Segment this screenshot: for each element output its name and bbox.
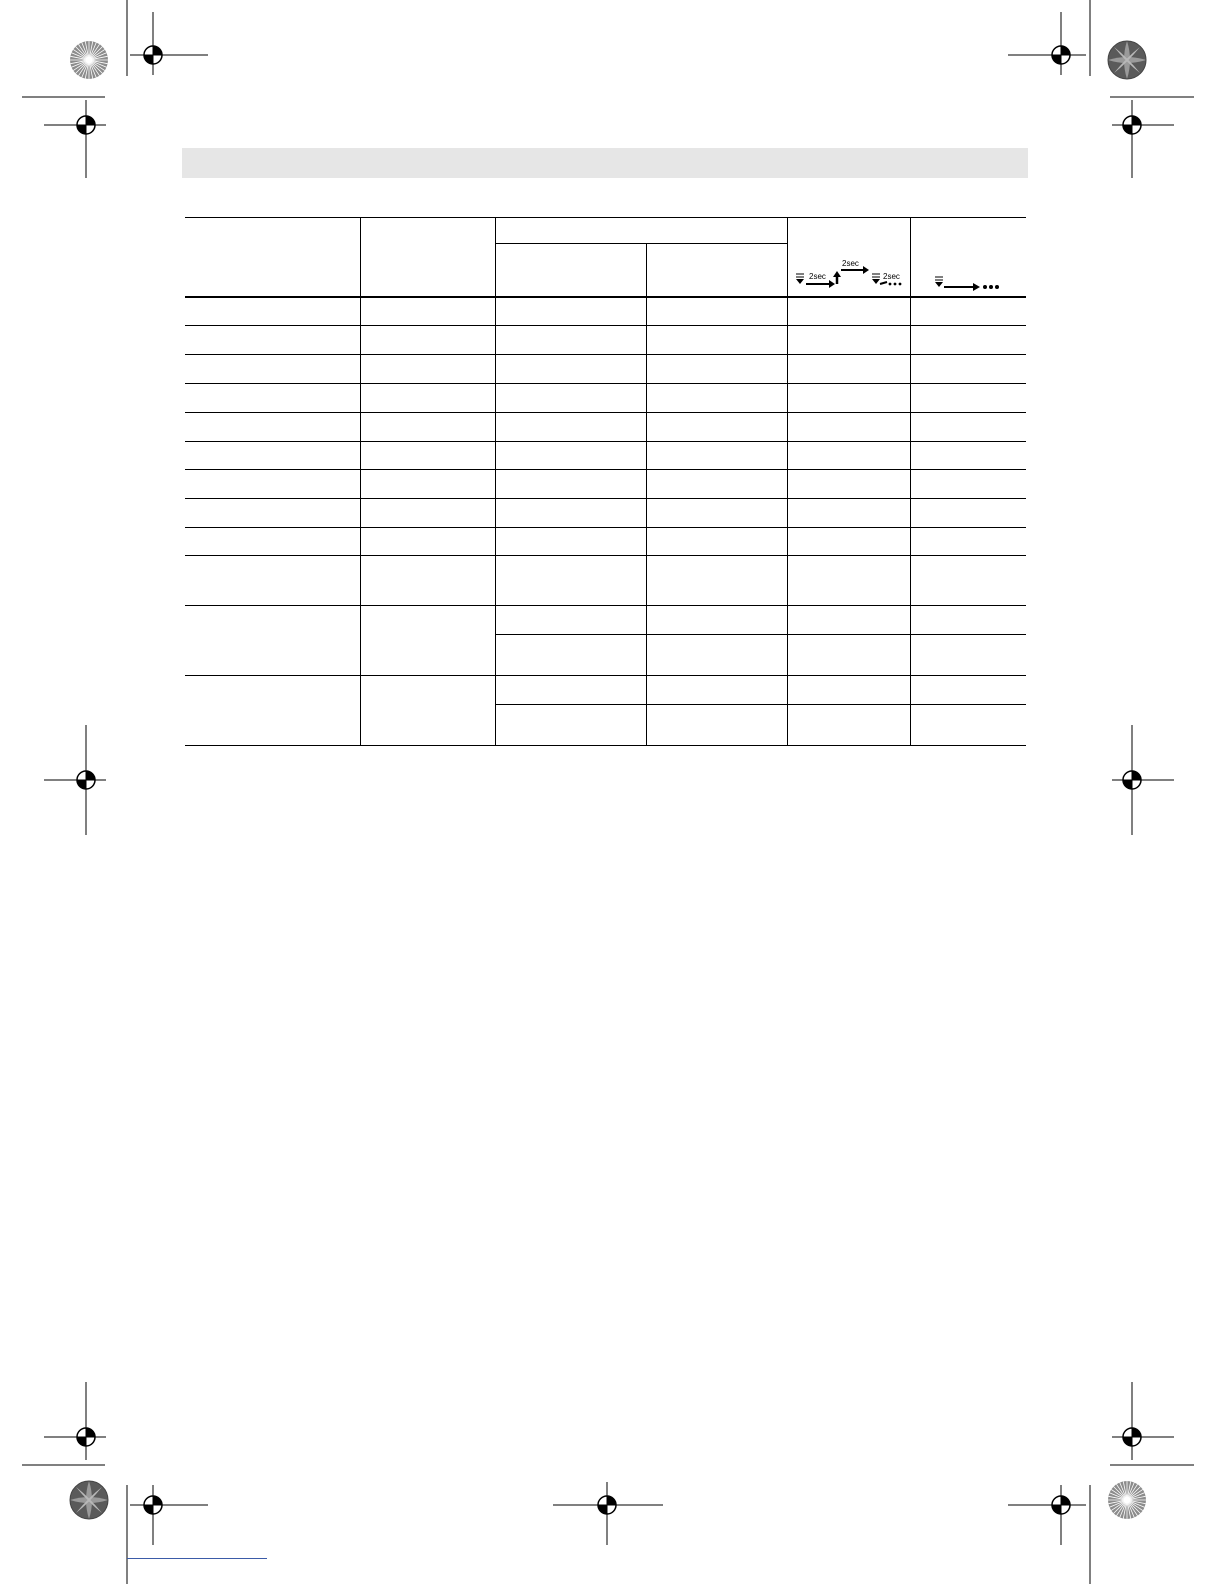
table-cell: [910, 297, 1026, 326]
table-cell: [646, 528, 787, 556]
table-cell: [910, 606, 1026, 635]
table-cell: [495, 705, 646, 746]
two-sec-label-right: 2sec: [882, 271, 900, 281]
table-cell: [495, 384, 646, 413]
table-cell: [495, 442, 646, 470]
table-row: [185, 355, 1026, 384]
table-cell: [910, 326, 1026, 355]
table-cell: [185, 470, 360, 499]
table-cell: [787, 413, 910, 442]
table-cell: [185, 384, 360, 413]
table-cell: [495, 470, 646, 499]
table-cell: [185, 528, 360, 556]
table-cell: [495, 499, 646, 528]
table-cell: [360, 470, 495, 499]
table-cell: [646, 442, 787, 470]
column-header-1: [185, 218, 360, 297]
table-cell: [910, 442, 1026, 470]
table-cell: [185, 326, 360, 355]
table-cell: [646, 499, 787, 528]
table-cell: [185, 606, 360, 676]
table-cell: [787, 499, 910, 528]
table-cell: [495, 556, 646, 606]
section-header-bar: [182, 148, 1028, 178]
table-cell: [185, 355, 360, 384]
bottom-blue-rule: [127, 1558, 267, 1559]
table-cell: [360, 355, 495, 384]
table-cell: [787, 355, 910, 384]
table-row: [185, 413, 1026, 442]
data-table: [185, 217, 1026, 746]
table-row: [185, 528, 1026, 556]
table-row: [185, 606, 1026, 635]
table-cell: [360, 606, 495, 676]
column-header-5: [787, 218, 910, 297]
table-cell: [360, 442, 495, 470]
table-cell: [646, 676, 787, 705]
table-cell: [646, 635, 787, 676]
table-cell: [910, 676, 1026, 705]
table-cell: [495, 676, 646, 705]
table-cell: [787, 326, 910, 355]
pulse-2sec-up-2sec-pulse-icon: [791, 260, 907, 294]
table-cell: [910, 705, 1026, 746]
table-cell: [646, 413, 787, 442]
table-cell: [787, 297, 910, 326]
pulse-to-dots-icon: [933, 274, 1003, 294]
table-cell: [910, 528, 1026, 556]
table-cell: [360, 556, 495, 606]
table-cell: [185, 442, 360, 470]
table-cell: [185, 676, 360, 746]
table-cell: [910, 384, 1026, 413]
table-row: [185, 470, 1026, 499]
table-cell: [910, 556, 1026, 606]
column-header-3: [495, 244, 646, 297]
column-header-4: [646, 244, 787, 297]
table-cell: [910, 355, 1026, 384]
table-cell: [185, 413, 360, 442]
table-cell: [787, 442, 910, 470]
table-cell: [360, 499, 495, 528]
table-cell: [185, 297, 360, 326]
table-cell: [360, 384, 495, 413]
table-row: [185, 676, 1026, 705]
table-cell: [646, 384, 787, 413]
table-row: [185, 326, 1026, 355]
table-cell: [646, 705, 787, 746]
table-cell: [185, 556, 360, 606]
table-cell: [185, 499, 360, 528]
column-header-6: [910, 218, 1026, 297]
table-cell: [646, 326, 787, 355]
table-cell: [787, 384, 910, 413]
table-cell: [360, 676, 495, 746]
table-cell: [787, 635, 910, 676]
table-cell: [646, 556, 787, 606]
table-cell: [646, 470, 787, 499]
table-cell: [495, 528, 646, 556]
two-sec-label-left: 2sec: [808, 271, 826, 281]
table-cell: [360, 413, 495, 442]
column-group-header: [495, 218, 787, 244]
table-cell: [910, 413, 1026, 442]
table-row: [185, 499, 1026, 528]
table-row: [185, 442, 1026, 470]
column-header-2: [360, 218, 495, 297]
table-cell: [910, 635, 1026, 676]
table-cell: [495, 413, 646, 442]
table-cell: [646, 297, 787, 326]
table-cell: [495, 297, 646, 326]
table-cell: [495, 326, 646, 355]
table-cell: [360, 528, 495, 556]
table-cell: [787, 556, 910, 606]
table-cell: [495, 606, 646, 635]
table-row: [185, 384, 1026, 413]
table-row: [185, 556, 1026, 606]
table-cell: [360, 326, 495, 355]
table-cell: [495, 355, 646, 384]
table-cell: [787, 606, 910, 635]
table-cell: [360, 297, 495, 326]
table-cell: [646, 606, 787, 635]
specification-table: [185, 217, 1026, 746]
table-cell: [787, 528, 910, 556]
two-sec-label-middle: 2sec: [841, 259, 859, 268]
table-cell: [646, 355, 787, 384]
table-row: [185, 297, 1026, 326]
table-cell: [787, 705, 910, 746]
table-cell: [910, 499, 1026, 528]
table-cell: [787, 470, 910, 499]
table-cell: [495, 635, 646, 676]
table-cell: [910, 470, 1026, 499]
table-cell: [787, 676, 910, 705]
